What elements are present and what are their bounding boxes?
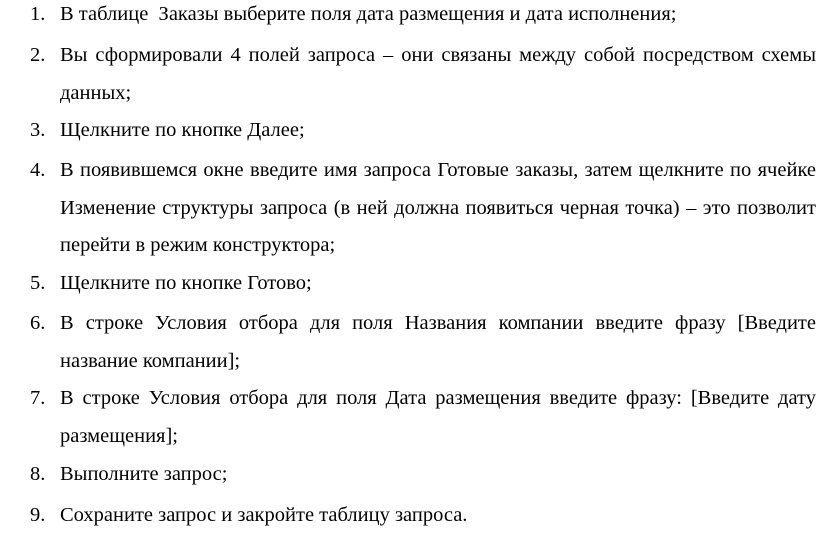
list-item-5 [30,265,816,303]
list-item-number: 6. [30,312,46,334]
list-item-text: В появившемся окне введите имя запроса Готовые заказы, затем щелкните по ячейке Изменение структуры запроса (в ней должна появиться черная точка) – это позволит перейти в режим конструктора; [60,159,816,256]
list-item-2 [30,37,816,112]
list-item-text: В строке Условия отбора для поля Дата размещения введите фразу: [Введите дату размещения]; [60,387,816,447]
list-item-number: 2. [30,44,46,66]
list-item-9 [30,497,816,535]
list-item-number: 3. [30,119,46,141]
list-item-8 [30,456,816,494]
list-item-text: Щелкните по кнопке Готово; [60,272,312,294]
list-item-text: В строке Условия отбора для поля Названия компании введите фразу [Введите название компании]; [60,312,816,372]
list-item-number: 8. [30,463,46,485]
list-item-number: 5. [30,272,46,294]
list-item-number: 7. [30,387,46,409]
list-item-text: Вы сформировали 4 полей запроса – они связаны между собой посредством схемы данных; [60,44,816,104]
list-item-1 [30,0,816,34]
list-item-number: 4. [30,159,46,181]
list-item-3 [30,112,816,150]
list-item-text: Щелкните по кнопке Далее; [60,119,305,141]
list-item-7 [30,380,816,455]
list-item-text: В таблице Заказы выберите поля дата размещения и дата исполнения; [60,3,677,25]
list-item-6 [30,305,816,380]
list-item-number: 1. [30,3,46,25]
list-item-4 [30,152,816,265]
list-item-text: Выполните запрос; [60,463,228,485]
list-item-number: 9. [30,504,46,526]
list-item-text: Сохраните запрос и закройте таблицу запроса. [60,504,468,526]
